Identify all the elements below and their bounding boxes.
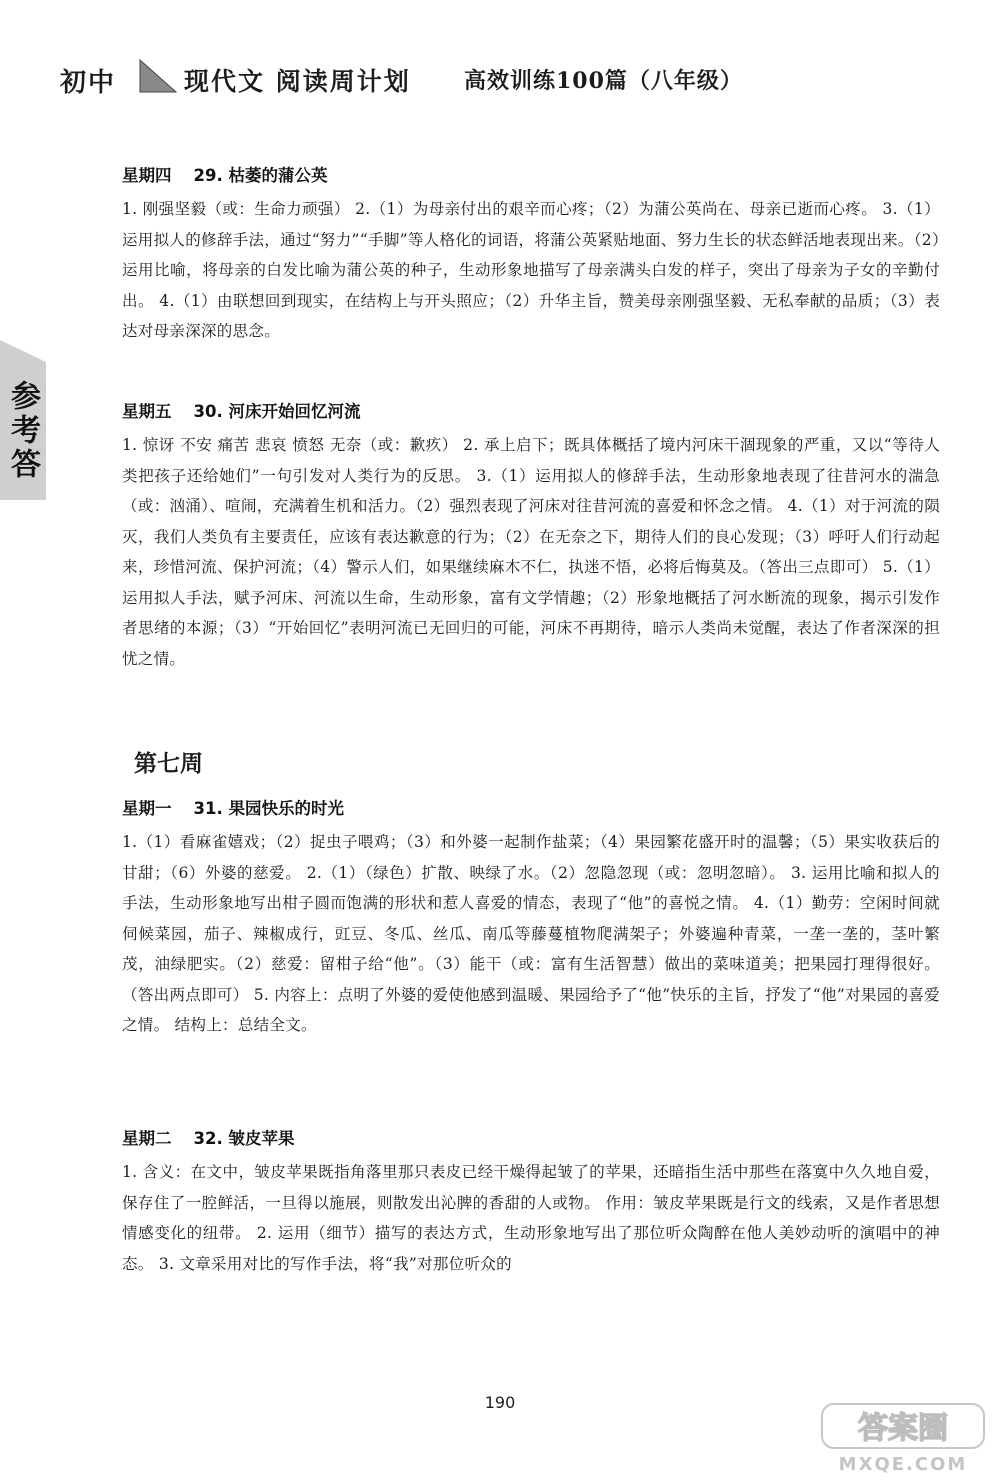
lesson-29 <box>122 162 940 347</box>
lesson-30 <box>122 398 940 674</box>
watermark-logo <box>818 1400 988 1476</box>
grade-level: 初中 <box>60 68 117 98</box>
lesson-32 <box>122 1125 940 1279</box>
lesson-heading <box>122 1125 940 1149</box>
lesson-heading <box>122 162 940 186</box>
lesson-title: 30. 河床开始回忆河流 <box>193 402 361 421</box>
weekday-label: 星期一 <box>122 799 172 818</box>
lesson-title: 29. 枯萎的蒲公英 <box>193 166 328 185</box>
answer-text: 1. 含义：在文中，皱皮苹果既指角落里那只表皮已经干燥得起皱了的苹果，还暗指生活中那些在落寞中久久地自爱，保存住了一腔鲜活，一旦得以施展，则散发出沁脾的香甜的人或物。 作用：皱皮苹果既是行文的线索，又是作者思想情感变化的纽带。 2. 运用（细节）描写的表达方式，生动形象地写出了那位听众陶醉在他人美妙动听的演唱中的神态。 3. 文章采用对比的写作手法，将“我”对那位听众的 <box>122 1163 940 1273</box>
header-triangle-icon <box>138 58 178 100</box>
answer-key-tab <box>0 340 48 500</box>
answer-text: 1. 惊讶 不安 痛苦 悲哀 愤怒 无奈（或：歉疚） 2. 承上启下；既具体概括了境内河床干涸现象的严重，又以“等待人类把孩子还给她们”一句引发对人类行为的反思。 3.（1）运用拟人的修辞手法，生动形象地表现了往昔河水的湍急（或：汹涌）、喧闹，充满着生机和活力。（2）强烈表现了河床对往昔河流的喜爱和怀念之情。 4.（1）对于河流的陨灭，我们人类负有主要责任，应该有表达歉意的行为；（2）在无奈之下，期待人们的良心发现；（3）呼吁人们行动起来，珍惜河流、保护河流；（4）警示人们，如果继续麻木不仁，执迷不悟，必将后悔莫及。（答出三点即可） 5.（1）运用拟人手法，赋予河床、河流以生命，生动形象，富有文学情趣；（2）形象地概括了河水断流的现象，揭示引发作者思绪的本源；（3）“开始回忆”表明河流已无回归的可能，河床不再期待，暗示人类尚未觉醒，表达了作者深深的担忧之情。 <box>122 436 940 668</box>
lesson-heading <box>122 795 940 819</box>
weekday-label: 星期二 <box>122 1129 172 1148</box>
lesson-heading <box>122 398 940 422</box>
lesson-title: 32. 皱皮苹果 <box>193 1129 295 1148</box>
answer-key-label: 参考答 <box>5 380 40 482</box>
book-subtitle: 高效训练100篇（八年级） <box>464 68 743 94</box>
answer-text: 1.（1）看麻雀嬉戏；（2）捉虫子喂鸡；（3）和外婆一起制作盐菜；（4）果园繁花盛开时的温馨；（5）果实收获后的甘甜；（6）外婆的慈爱。 2.（1）（绿色）扩散、映绿了水。（2）忽隐忽现（或：忽明忽暗）。 3. 运用比喻和拟人的手法，生动形象地写出柑子圆而饱满的形状和惹人喜爱的情态，表现了“他”的喜悦之情。 4.（1）勤劳：空闲时间就伺候菜园，茄子、辣椒成行，豇豆、冬瓜、丝瓜、南瓜等藤蔓植物爬满架子；外婆遍种青菜，一垄一垄的，茎叶繁茂，油绿肥实。（2）慈爱：留柑子给“他”。（3）能干（或：富有生活智慧）做出的菜味道美；把果园打理得很好。（答出两点即可） 5. 内容上：点明了外婆的爱使他感到温暖、果园给予了“他”快乐的主旨，抒发了“他”对果园的喜爱之情。 结构上：总结全文。 <box>122 833 940 1034</box>
lesson-31 <box>122 795 940 1041</box>
week-heading: 第七周 <box>134 751 203 777</box>
answer-text: 1. 刚强坚毅（或：生命力顽强） 2.（1）为母亲付出的艰辛而心疼；（2）为蒲公英尚在、母亲已逝而心疼。 3.（1）运用拟人的修辞手法，通过“努力”“手脚”等人格化的词语，将蒲公英紧贴地面、努力生长的状态鲜活地表现出来。（2）运用比喻，将母亲的白发比喻为蒲公英的种子，生动形象地描写了母亲满头白发的样子，突出了母亲为子女的辛勤付出。 4.（1）由联想回到现实，在结构上与开头照应；（2）升华主旨，赞美母亲刚强坚毅、无私奉献的品质；（3）表达对母亲深深的思念。 <box>122 200 940 340</box>
page-number: 190 <box>484 1393 516 1412</box>
watermark-text: 答案圈 <box>858 1411 948 1446</box>
book-title: 现代文 阅读周计划 <box>184 67 411 96</box>
watermark-url: MXQE.COM <box>838 1454 968 1475</box>
weekday-label: 星期四 <box>122 166 172 185</box>
page-header <box>60 58 960 98</box>
weekday-label: 星期五 <box>122 402 172 421</box>
lesson-title: 31. 果园快乐的时光 <box>193 799 344 818</box>
